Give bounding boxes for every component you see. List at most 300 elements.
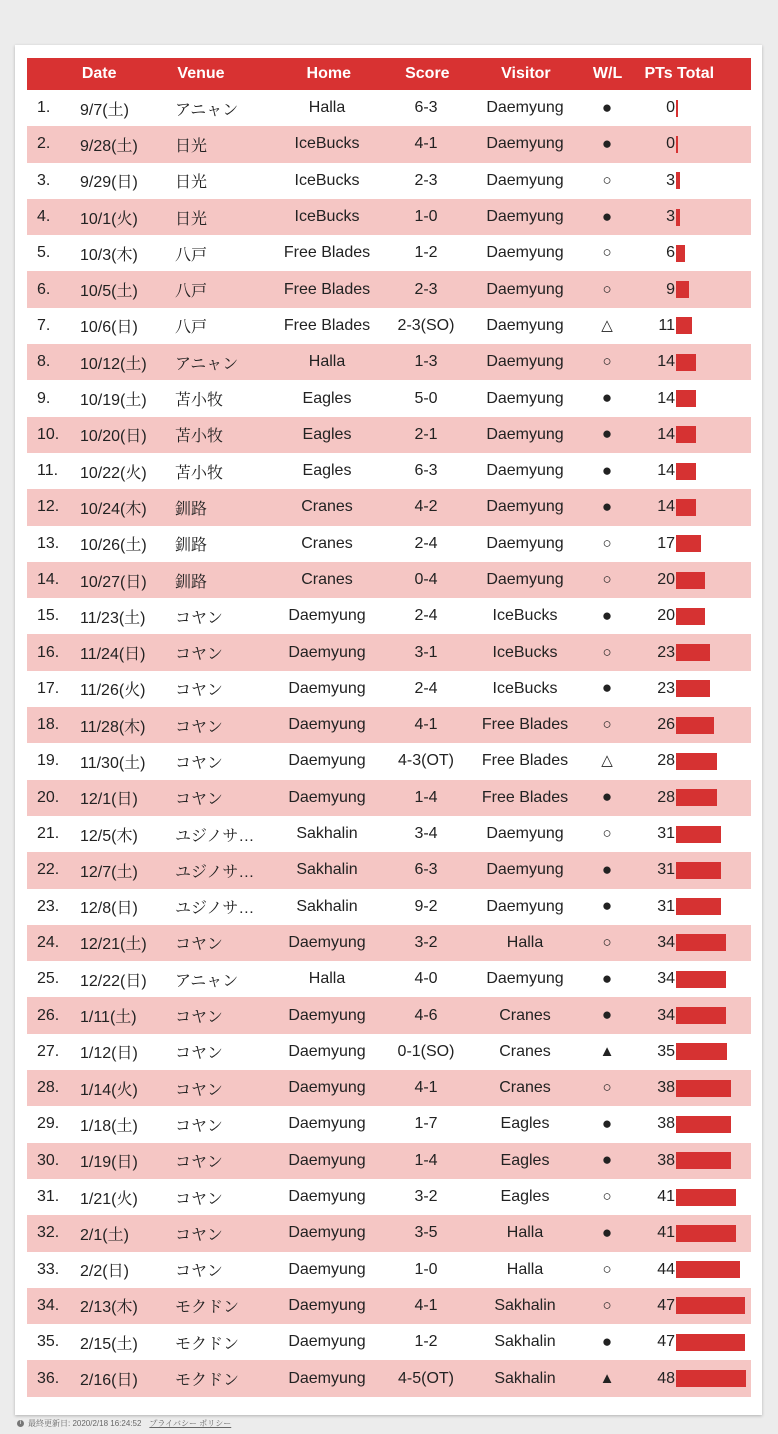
row-visitor-team: Daemyung [486,99,564,117]
pts-total-value: 35 [657,1042,675,1060]
row-number: 11. [37,462,59,480]
row-home-team: Daemyung [288,643,366,661]
row-venue: 八戸 [175,246,208,264]
row-number: 12. [37,498,60,516]
row-home-team: Daemyung [288,1260,366,1278]
row-pts-cell [635,390,751,408]
pts-bar [676,789,717,806]
row-venue: 日光 [175,137,208,155]
row-number: 2. [37,135,51,153]
table-row [27,634,751,670]
pts-total-value: 14 [657,498,675,516]
pts-bar-track [676,1189,746,1206]
row-pts-cell [635,644,751,662]
row-pts-cell [635,317,751,335]
table-row [27,235,751,271]
row-visitor-team: Daemyung [486,462,564,480]
row-score: 4-5(OT) [398,1369,454,1387]
row-date: 11/28(木) [80,718,146,736]
row-pts-cell [635,208,751,226]
row-visitor-team: Sakhalin [494,1369,556,1387]
row-home-team: Daemyung [288,1115,366,1133]
row-date: 10/27(日) [80,573,147,591]
pts-bar [676,753,717,770]
pts-total-value: 34 [657,970,675,988]
result-mark: ○ [602,933,612,951]
row-number: 32. [37,1224,60,1242]
row-home-team: Cranes [301,571,353,588]
row-venue: 苫小牧 [175,464,224,482]
result-mark: ● [601,787,613,807]
row-result-cell [579,462,635,481]
info-icon[interactable]: i [17,1420,24,1427]
pts-bar-track [676,136,746,153]
row-score: 3-4 [414,825,438,843]
result-mark: ● [601,496,613,516]
row-result-cell [579,1224,635,1243]
row-score: 1-2 [414,244,438,262]
row-visitor-team: Sakhalin [494,1296,556,1314]
row-number: 25. [37,970,60,988]
row-venue: コヤン [175,1117,223,1135]
row-home-team: Daemyung [288,1333,366,1351]
row-number: 3. [37,171,51,189]
row-home-team: Daemyung [288,1079,366,1097]
pts-total-value: 34 [657,1006,675,1024]
table-row [27,1360,751,1396]
row-score: 0-4 [414,571,438,588]
row-date: 12/7(土) [80,863,138,881]
row-score: 2-4 [414,534,438,552]
row-home-team: Halla [308,970,346,988]
pts-bar [676,1007,726,1024]
pts-bar [676,1297,745,1314]
table-row [27,453,751,489]
pts-bar-track [676,209,746,226]
table-row [27,163,751,199]
result-mark: ○ [602,244,612,262]
row-result-cell [579,571,635,589]
row-score: 6-3 [414,462,438,480]
row-pts-cell [635,426,751,444]
row-venue: ユジノサ… [175,827,255,845]
row-result-cell [579,1115,635,1134]
row-home-team: Free Blades [283,280,371,298]
row-home-team: Free Blades [283,244,371,262]
row-date: 2/16(日) [80,1372,138,1390]
table-header [27,58,751,90]
row-pts-cell [635,1007,751,1025]
row-result-cell [579,752,635,770]
row-visitor-team: Halla [506,1260,544,1278]
pts-bar-track [676,245,746,262]
row-result-cell [579,1006,635,1025]
row-venue: モクドン [175,1335,240,1353]
row-score: 4-1 [414,135,438,153]
row-date: 12/21(土) [80,936,147,954]
table-row [27,961,751,997]
row-result-cell [579,244,635,262]
pts-total-value: 38 [657,1079,675,1097]
pts-bar [676,499,696,516]
result-mark: ○ [602,825,612,843]
pts-bar-track [676,1261,746,1278]
privacy-policy-link[interactable]: プライバシー ポリシー [149,1419,232,1428]
row-number: 33. [37,1260,60,1278]
pts-total-value: 41 [657,1188,675,1206]
row-result-cell [579,970,635,989]
row-result-cell [579,861,635,880]
row-pts-cell [635,1115,751,1133]
pts-bar-track [676,680,746,697]
pts-total-value: 26 [657,716,675,734]
row-score: 0-1(SO) [397,1042,455,1060]
table-row [27,417,751,453]
row-home-team: Free Blades [283,316,371,334]
row-venue: コヤン [175,791,223,809]
row-venue: コヤン [175,718,223,736]
table-row [27,707,751,743]
table-row [27,199,751,235]
row-date: 11/23(土) [80,609,146,627]
table-row [27,1288,751,1324]
row-number: 10. [37,425,60,443]
pts-total-value: 44 [657,1260,675,1278]
row-score: 2-3 [414,171,438,189]
row-visitor-team: Daemyung [486,171,564,189]
pts-bar-track [676,426,746,443]
row-number: 29. [37,1115,60,1133]
row-score: 2-4 [414,607,438,625]
row-venue: コヤン [175,1263,223,1281]
pts-total-value: 23 [657,643,675,661]
row-date: 1/18(土) [80,1117,138,1135]
result-mark: ○ [602,534,612,552]
row-visitor-team: Free Blades [481,788,569,806]
pts-total-value: 3 [666,208,675,226]
row-home-team: Daemyung [288,607,366,625]
row-date: 2/13(木) [80,1299,138,1317]
last-updated-text: 最終更新日: 2020/2/18 16:24:52 [28,1419,142,1428]
pts-bar [676,209,680,226]
row-home-team: Daemyung [288,1296,366,1314]
row-number: 23. [37,897,60,915]
row-number: 19. [37,752,60,770]
pts-bar [676,608,705,625]
row-result-cell [579,1261,635,1279]
row-visitor-team: Daemyung [486,425,564,443]
row-visitor-team: Daemyung [486,389,564,407]
row-date: 10/22(火) [80,464,147,482]
pts-bar [676,390,696,407]
pts-total-value: 20 [657,607,675,625]
row-visitor-team: Daemyung [486,353,564,371]
row-date: 10/12(土) [80,355,147,373]
pts-total-value: 38 [657,1115,675,1133]
pts-total-value: 31 [657,825,675,843]
table-row [27,1324,751,1360]
pts-total-value: 47 [657,1296,675,1314]
row-date: 10/1(火) [80,210,138,228]
row-score: 4-2 [414,498,438,516]
pts-total-value: 48 [657,1369,675,1387]
row-venue: コヤン [175,1226,223,1244]
row-venue: コヤン [175,646,223,664]
pts-bar [676,934,726,951]
row-home-team: Halla [308,99,346,117]
pts-bar-track [676,608,746,625]
row-result-cell [579,389,635,408]
pts-bar-track [676,862,746,879]
pts-total-value: 14 [657,389,675,407]
row-visitor-team: Daemyung [486,534,564,552]
pts-bar-track [676,753,746,770]
row-number: 28. [37,1079,60,1097]
row-number: 27. [37,1042,60,1060]
row-number: 36. [37,1369,60,1387]
row-score: 1-4 [414,788,438,806]
row-date: 9/28(土) [80,137,138,155]
row-venue: コヤン [175,1045,223,1063]
pts-total-value: 47 [657,1333,675,1351]
row-visitor-team: Daemyung [486,970,564,988]
pts-bar-track [676,1297,746,1314]
pts-total-value: 9 [666,280,675,298]
header-venue: Venue [177,65,225,82]
pts-total-value: 41 [657,1224,675,1242]
row-score: 4-1 [414,716,438,734]
table-row [27,780,751,816]
result-mark: ● [601,605,613,625]
row-home-team: Daemyung [288,1006,366,1024]
row-venue: 八戸 [175,319,208,337]
pts-bar [676,862,721,879]
pts-bar [676,1116,731,1133]
row-score: 4-3(OT) [398,752,454,770]
pts-total-value: 28 [657,752,675,770]
pts-total-value: 34 [657,933,675,951]
pts-bar-track [676,317,746,334]
row-number: 4. [37,208,51,226]
row-date: 1/14(火) [80,1081,138,1099]
row-pts-cell [635,752,751,770]
result-mark: ● [601,896,613,916]
row-home-team: Daemyung [288,1042,366,1060]
result-mark: ○ [602,1188,612,1206]
result-mark: ● [601,1331,613,1351]
table-row [27,1215,751,1251]
result-mark: ● [601,1113,613,1133]
row-venue: コヤン [175,609,223,627]
result-mark: ○ [602,280,612,298]
row-venue: コヤン [175,754,223,772]
pts-total-value: 14 [657,425,675,443]
row-number: 9. [37,389,51,407]
result-mark: ● [601,97,613,117]
result-mark: ● [601,1005,613,1025]
result-mark: ○ [602,171,612,189]
row-pts-cell [635,825,751,843]
row-date: 1/19(日) [80,1154,138,1172]
row-visitor-team: Cranes [499,1042,551,1060]
pts-bar [676,1225,736,1242]
row-venue: 八戸 [175,283,208,301]
row-venue: モクドン [175,1372,240,1390]
row-venue: コヤン [175,1190,223,1208]
pts-total-value: 6 [666,244,675,262]
row-home-team: Sakhalin [296,897,358,915]
header-date: Date [81,65,117,82]
pts-total-value: 28 [657,788,675,806]
row-pts-cell [635,135,751,153]
row-visitor-team: Daemyung [486,135,564,153]
pts-bar-track [676,1116,746,1133]
row-pts-cell [635,1261,751,1279]
row-visitor-team: Daemyung [486,825,564,843]
result-mark: ○ [602,716,612,734]
row-date: 10/26(土) [80,537,147,555]
row-score: 3-2 [414,933,438,951]
row-number: 24. [37,933,60,951]
pts-total-value: 23 [657,679,675,697]
row-pts-cell [635,1297,751,1315]
pts-total-value: 20 [657,571,675,588]
row-number: 17. [37,679,60,697]
row-date: 10/6(日) [80,319,138,337]
result-mark: ○ [602,1260,612,1278]
row-home-team: Cranes [301,534,353,552]
row-visitor-team: Sakhalin [494,1333,556,1351]
pts-bar-track [676,1043,746,1060]
row-result-cell [579,1188,635,1206]
row-number: 6. [37,280,51,298]
pts-total-value: 17 [657,534,675,552]
row-pts-cell [635,571,751,589]
row-visitor-team: Halla [506,1224,544,1242]
row-result-cell [579,1151,635,1170]
page-footer [17,1418,231,1429]
result-mark: ● [601,678,613,698]
row-visitor-team: IceBucks [492,643,558,661]
row-pts-cell [635,1333,751,1351]
table-row [27,271,751,307]
result-mark: ● [601,968,613,988]
row-home-team: Daemyung [288,933,366,951]
result-mark: ● [601,206,613,226]
pts-bar [676,100,678,117]
row-result-cell [579,644,635,662]
row-score: 4-6 [414,1006,438,1024]
row-number: 30. [37,1151,60,1169]
row-number: 8. [37,353,51,371]
row-result-cell [579,208,635,227]
result-mark: ○ [602,571,612,588]
row-score: 2-3 [414,280,438,298]
pts-bar [676,1370,746,1387]
table-row [27,816,751,852]
row-result-cell [579,934,635,952]
row-pts-cell [635,1370,751,1388]
row-home-team: Daemyung [288,716,366,734]
row-venue: 日光 [175,174,208,192]
row-venue: コヤン [175,1154,223,1172]
row-score: 4-0 [414,970,438,988]
row-visitor-team: Eagles [500,1151,550,1169]
row-result-cell [579,1297,635,1315]
pts-bar-track [676,789,746,806]
row-date: 9/29(日) [80,174,138,192]
table-row [27,1106,751,1142]
row-date: 1/21(火) [80,1190,138,1208]
row-number: 20. [37,788,60,806]
row-score: 3-1 [414,643,438,661]
result-mark: ● [601,1222,613,1242]
row-pts-cell [635,1152,751,1170]
row-venue: コヤン [175,936,223,954]
pts-bar-track [676,826,746,843]
row-visitor-team: Daemyung [486,244,564,262]
table-row [27,1143,751,1179]
row-visitor-team: Daemyung [486,208,564,226]
pts-bar [676,680,710,697]
row-number: 21. [37,825,60,843]
row-pts-cell [635,607,751,625]
row-visitor-team: Cranes [499,1006,551,1024]
row-number: 15. [37,607,60,625]
row-venue: アニャン [175,355,239,373]
result-mark: △ [601,752,613,770]
pts-bar-track [676,1080,746,1097]
row-date: 2/2(日) [80,1263,129,1281]
row-date: 2/1(土) [80,1226,129,1244]
pts-bar [676,898,721,915]
row-score: 4-1 [414,1079,438,1097]
row-number: 7. [37,316,51,334]
row-venue: 釧路 [175,500,208,518]
pts-total-value: 14 [657,462,675,480]
row-home-team: IceBucks [294,208,360,226]
row-visitor-team: Halla [506,933,544,951]
row-pts-cell [635,353,751,371]
row-score: 9-2 [414,897,438,915]
pts-bar [676,245,685,262]
row-venue: 日光 [175,210,208,228]
pts-bar-track [676,499,746,516]
row-score: 2-3(SO) [397,316,455,334]
row-pts-cell [635,1188,751,1206]
result-mark: △ [601,316,613,334]
row-venue: 釧路 [175,537,208,555]
pts-total-value: 3 [666,171,675,189]
pts-bar-track [676,934,746,951]
row-pts-cell [635,462,751,480]
header-wl: W/L [592,65,623,82]
row-pts-cell [635,1043,751,1061]
pts-bar-track [676,1370,746,1387]
row-result-cell [579,425,635,444]
result-mark: ● [601,1150,613,1170]
row-number: 14. [37,571,60,588]
row-result-cell [579,1043,635,1061]
pts-bar [676,426,696,443]
row-venue: 苫小牧 [175,392,224,410]
row-score: 2-1 [414,425,438,443]
row-number: 1. [37,99,51,117]
row-home-team: Daemyung [288,1224,366,1242]
row-venue: 釧路 [175,573,208,591]
row-number: 26. [37,1006,60,1024]
table-row [27,489,751,525]
